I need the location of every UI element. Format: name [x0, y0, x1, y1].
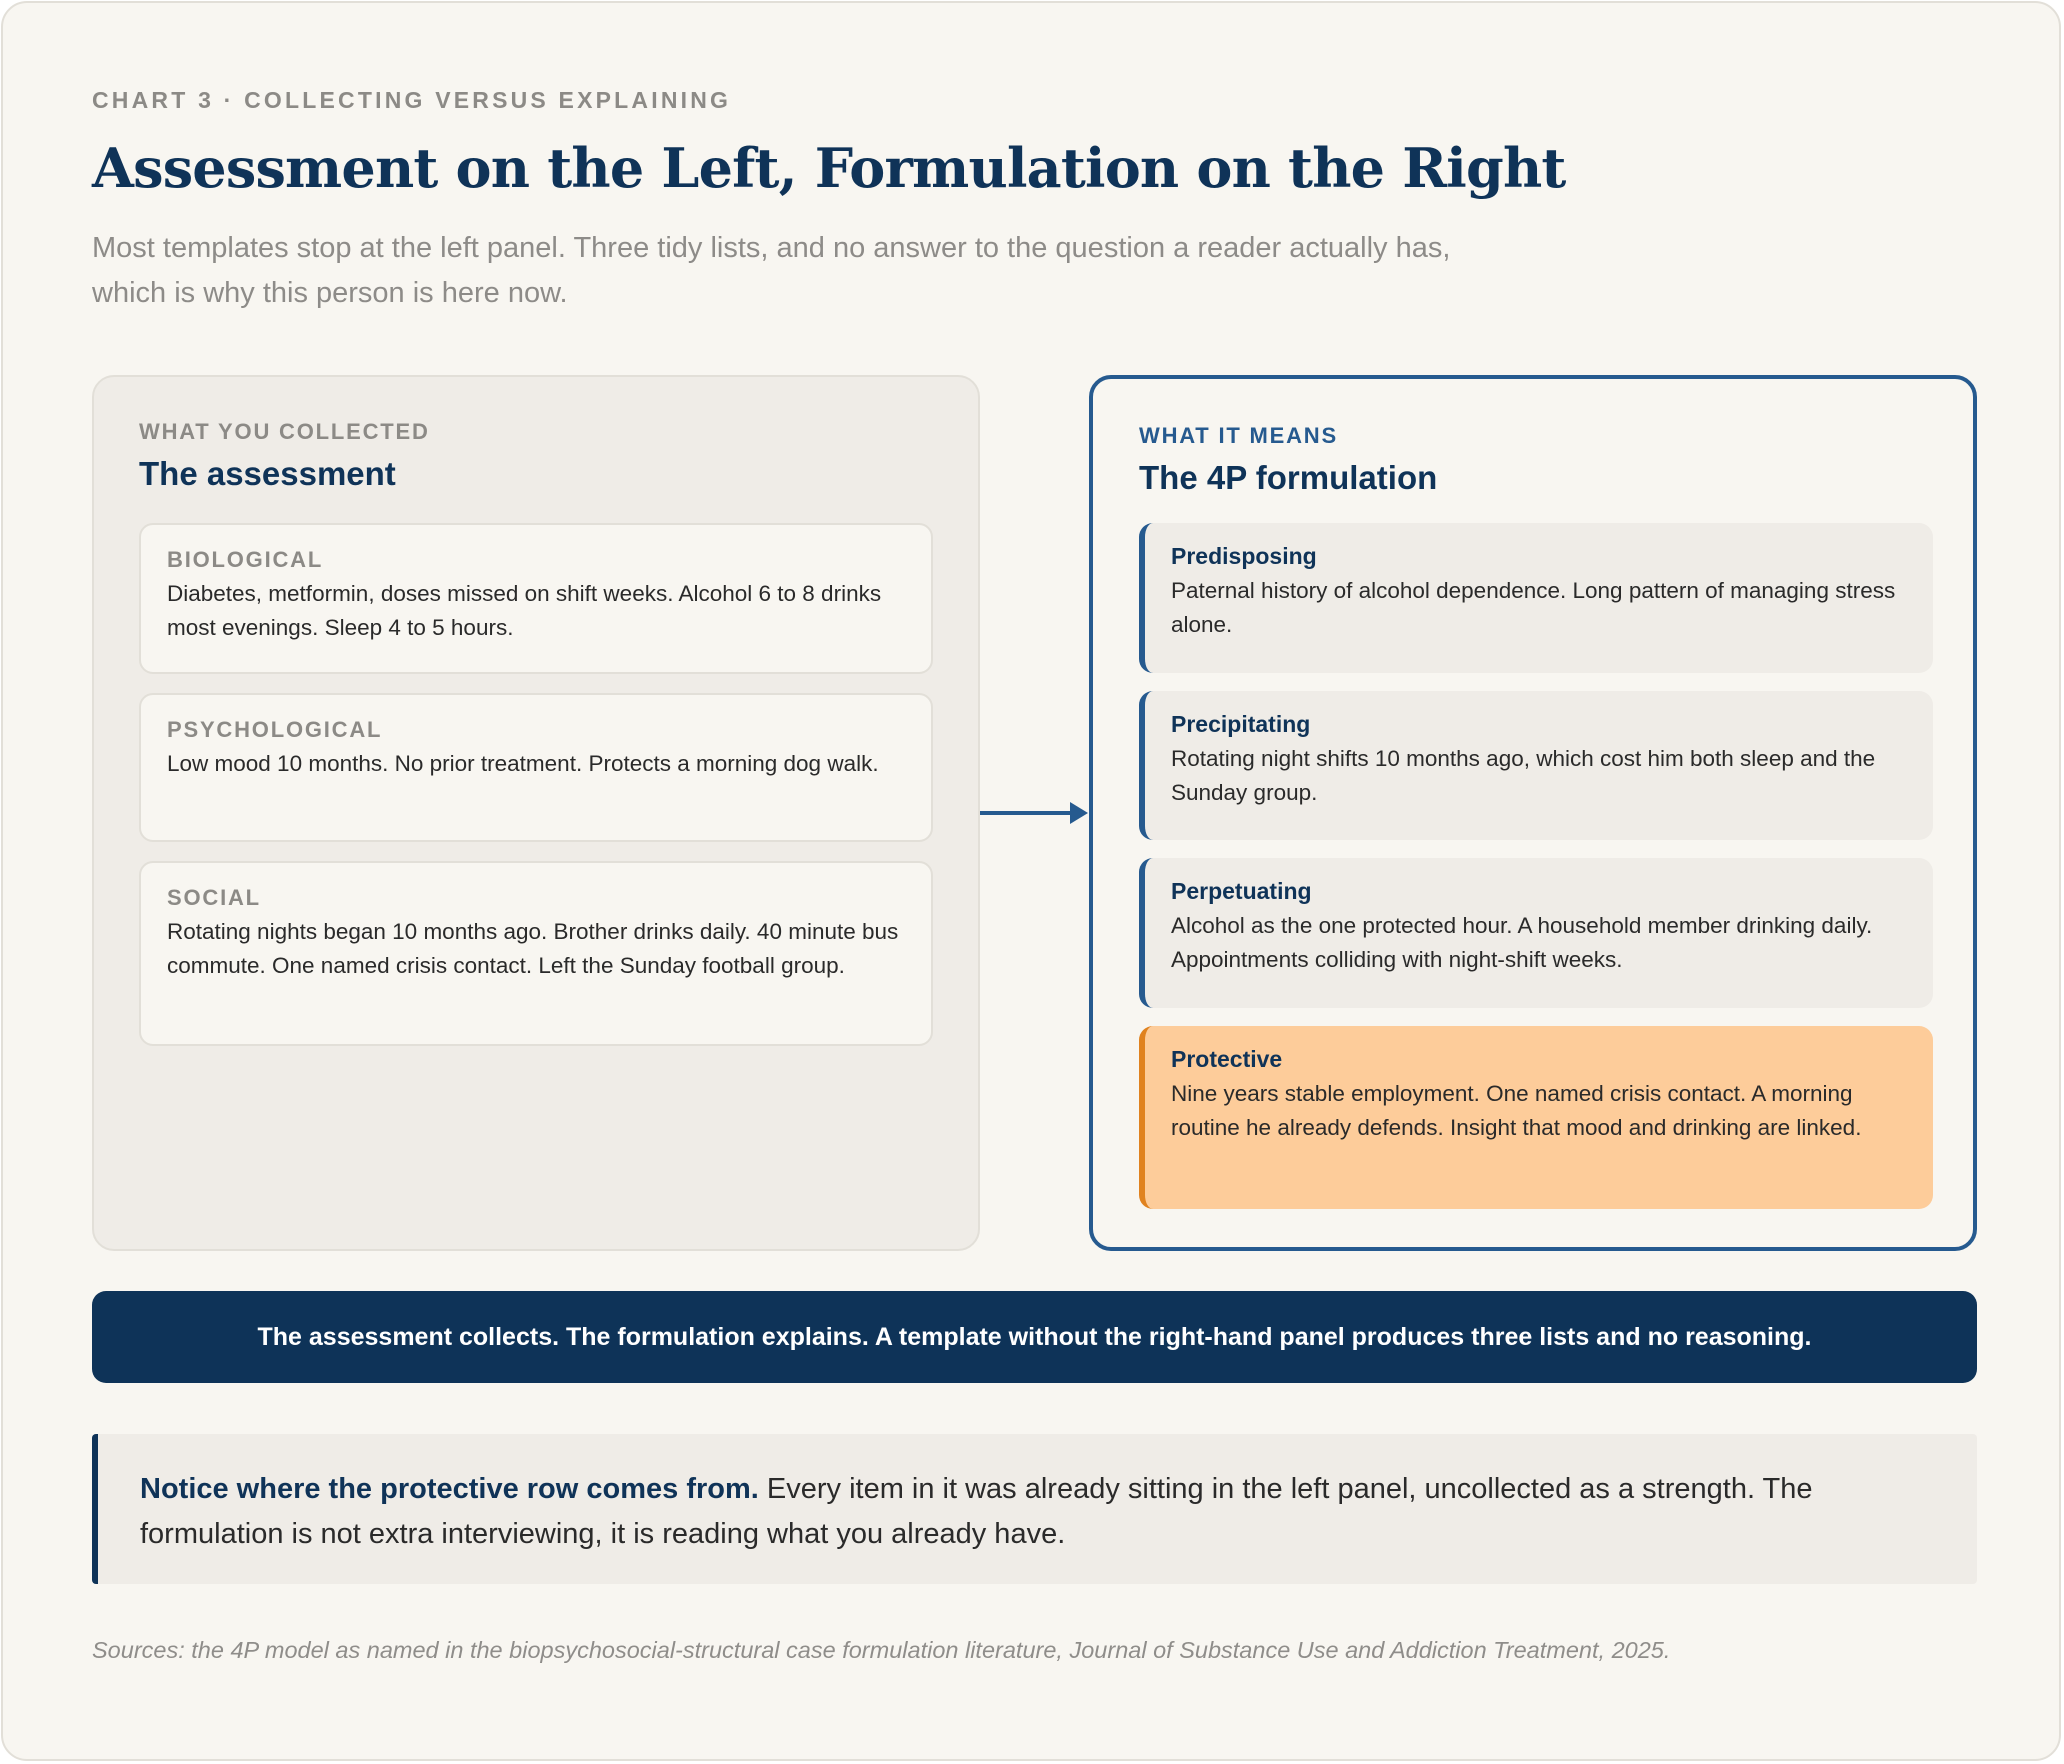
psychological-text: Low mood 10 months. No prior treatment. Protects a morning dog walk.	[167, 751, 879, 776]
arrow-right-icon	[980, 799, 1089, 827]
chart-eyebrow: CHART 3 · COLLECTING VERSUS EXPLAINING	[92, 87, 732, 113]
chart-title: Assessment on the Left, Formulation on the Right	[92, 136, 1566, 200]
social-box	[139, 861, 933, 1046]
formulation-panel	[1089, 375, 1977, 1251]
predisposing-box	[1139, 523, 1933, 673]
predisposing-label: Predisposing	[1171, 543, 1317, 569]
sources-footnote: Sources: the 4P model as named in the biopsychosocial-structural case formulation literature, Journal of Substance Use and Addiction Treatment, 2025.	[92, 1637, 1671, 1663]
formulation-kicker: WHAT IT MEANS	[1139, 423, 1338, 448]
callout-lead: Notice where the protective row comes from.	[140, 1473, 759, 1505]
chart-subtitle: Most templates stop at the left panel. Three tidy lists, and no answer to the question a reader actually has, which is why this person is here now.	[92, 232, 1451, 309]
precipitating-box	[1139, 691, 1933, 840]
callout-note	[92, 1434, 1977, 1584]
precipitating-text: Rotating night shifts 10 months ago, which cost him both sleep and the Sunday group.	[1171, 746, 1876, 805]
summary-banner: The assessment collects. The formulation explains. A template without the right-hand panel produces three lists and no reasoning.	[92, 1291, 1977, 1383]
biological-label: BIOLOGICAL	[167, 547, 324, 572]
perpetuating-text: Alcohol as the one protected hour. A household member drinking daily. Appointments colliding with night-shift weeks.	[1171, 913, 1873, 972]
precipitating-label: Precipitating	[1171, 711, 1311, 737]
callout-body: Every item in it was already sitting in the left panel, uncollected as a strength. The formulation is not extra interviewing, it is reading what you already have.	[140, 1473, 1813, 1550]
formulation-heading: The 4P formulation	[1139, 459, 1438, 496]
protective-text: Nine years stable employment. One named crisis contact. A morning routine he already defends. Insight that mood and drinking are linked.	[1171, 1081, 1862, 1140]
perpetuating-label: Perpetuating	[1171, 878, 1312, 904]
psychological-label: PSYCHOLOGICAL	[167, 717, 383, 742]
biological-text: Diabetes, metformin, doses missed on shift weeks. Alcohol 6 to 8 drinks most evenings. Sleep 4 to 5 hours.	[167, 581, 882, 640]
predisposing-text: Paternal history of alcohol dependence. Long pattern of managing stress alone.	[1171, 578, 1896, 637]
protective-label: Protective	[1171, 1046, 1283, 1072]
assessment-kicker: WHAT YOU COLLECTED	[139, 419, 430, 444]
assessment-heading: The assessment	[139, 455, 396, 492]
biological-box	[139, 523, 933, 674]
social-text: Rotating nights began 10 months ago. Brother drinks daily. 40 minute bus commute. One named crisis contact. Left the Sunday football group.	[167, 919, 899, 978]
psychological-box	[139, 693, 933, 842]
perpetuating-box	[1139, 858, 1933, 1008]
assessment-panel	[92, 375, 980, 1251]
protective-box	[1139, 1026, 1933, 1209]
chart-card	[1, 1, 2061, 1761]
social-label: SOCIAL	[167, 885, 261, 910]
